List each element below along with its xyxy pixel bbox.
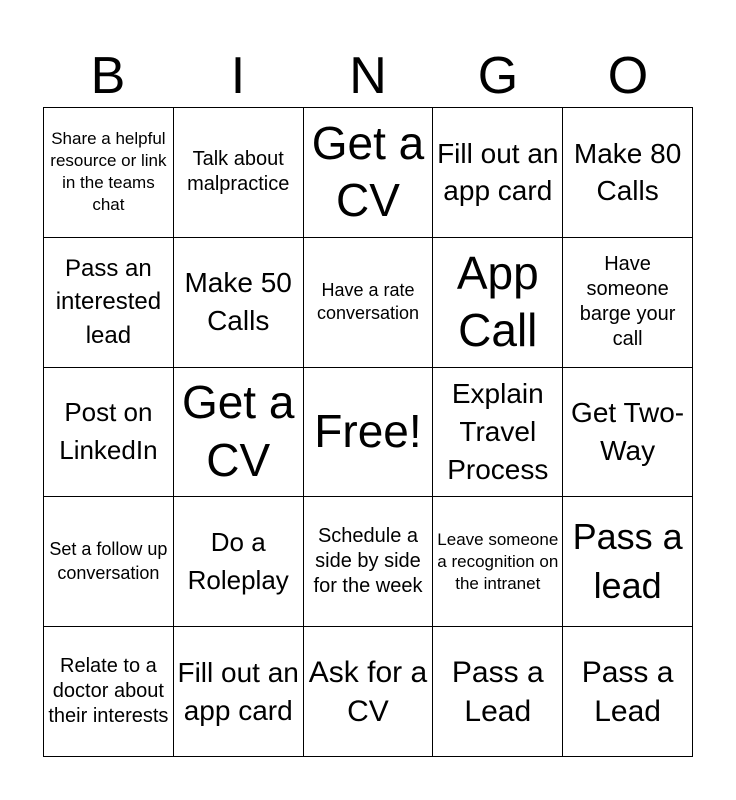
bingo-cell-r5c2[interactable] xyxy=(174,627,304,757)
cell-text: Get a CV xyxy=(181,376,295,486)
cell-text: Ask for a CV xyxy=(308,655,428,728)
bingo-cell-r4c4[interactable] xyxy=(433,497,563,627)
cell-text: Pass a Lead xyxy=(451,655,544,728)
bingo-cell-r1c3[interactable] xyxy=(304,108,434,238)
bingo-cell-r2c2[interactable] xyxy=(174,238,304,368)
bingo-cell-r5c4[interactable] xyxy=(433,627,563,757)
cell-text: Pass an interested lead xyxy=(55,254,162,349)
cell-text: Schedule a side by side for the week xyxy=(313,525,423,598)
cell-text: Make 50 Calls xyxy=(184,267,292,337)
cell-text: App Call xyxy=(456,246,539,357)
bingo-cell-r3c5[interactable] xyxy=(563,368,693,498)
bingo-cell-r4c5[interactable] xyxy=(563,497,693,627)
bingo-cell-r4c2[interactable] xyxy=(174,497,304,627)
bingo-cell-r3c4[interactable] xyxy=(433,368,563,498)
header-letter-b: B xyxy=(90,47,126,105)
cell-text: Pass a Lead xyxy=(581,655,674,728)
cell-text: Get Two-Way xyxy=(571,397,685,466)
cell-text: Fill out an app card xyxy=(437,137,559,207)
bingo-cell-r4c3[interactable] xyxy=(304,497,434,627)
cell-text: Talk about malpractice xyxy=(187,148,290,196)
bingo-cell-r1c1[interactable] xyxy=(44,108,174,238)
cell-text: Relate to a doctor about their interests xyxy=(48,655,169,728)
bingo-cell-r2c1[interactable] xyxy=(44,238,174,368)
bingo-cell-r5c3[interactable] xyxy=(304,627,434,757)
cell-text: Fill out an app card xyxy=(177,656,299,726)
cell-text: Have someone barge your call xyxy=(579,253,676,351)
header-letter-o: O xyxy=(607,47,649,105)
header-letter-i: I xyxy=(230,47,246,105)
header-letter-g: G xyxy=(477,47,519,105)
bingo-cell-r5c1[interactable] xyxy=(44,627,174,757)
bingo-cell-r3c1[interactable] xyxy=(44,368,174,498)
cell-text: Get a CV xyxy=(311,116,425,227)
bingo-cell-r2c5[interactable] xyxy=(563,238,693,368)
bingo-cell-r4c1[interactable] xyxy=(44,497,174,627)
bingo-header xyxy=(43,44,693,108)
cell-text: Leave someone a recognition on the intranet xyxy=(437,529,559,593)
bingo-cell-r2c3[interactable] xyxy=(304,238,434,368)
cell-text: Post on LinkedIn xyxy=(59,397,158,465)
cell-text: Share a helpful resource or link in the teams chat xyxy=(50,129,167,215)
bingo-cell-r5c5[interactable] xyxy=(563,627,693,757)
cell-text: Set a follow up conversation xyxy=(49,539,168,583)
cell-text: Explain Travel Process xyxy=(447,378,549,485)
bingo-cell-r1c2[interactable] xyxy=(174,108,304,238)
bingo-cell-r2c4[interactable] xyxy=(433,238,563,368)
bingo-cell-r1c5[interactable] xyxy=(563,108,693,238)
bingo-cell-r3c2[interactable] xyxy=(174,368,304,498)
cell-text: Do a Roleplay xyxy=(187,527,289,595)
cell-text: Free! xyxy=(314,405,422,458)
bingo-cell-r1c4[interactable] xyxy=(433,108,563,238)
cell-text: Make 80 Calls xyxy=(573,137,682,207)
header-letter-n: N xyxy=(349,47,387,105)
bingo-board xyxy=(43,107,693,757)
cell-text: Have a rate conversation xyxy=(316,279,420,324)
bingo-cell-r3c3[interactable] xyxy=(304,368,434,498)
cell-text: Pass a lead xyxy=(572,516,683,606)
